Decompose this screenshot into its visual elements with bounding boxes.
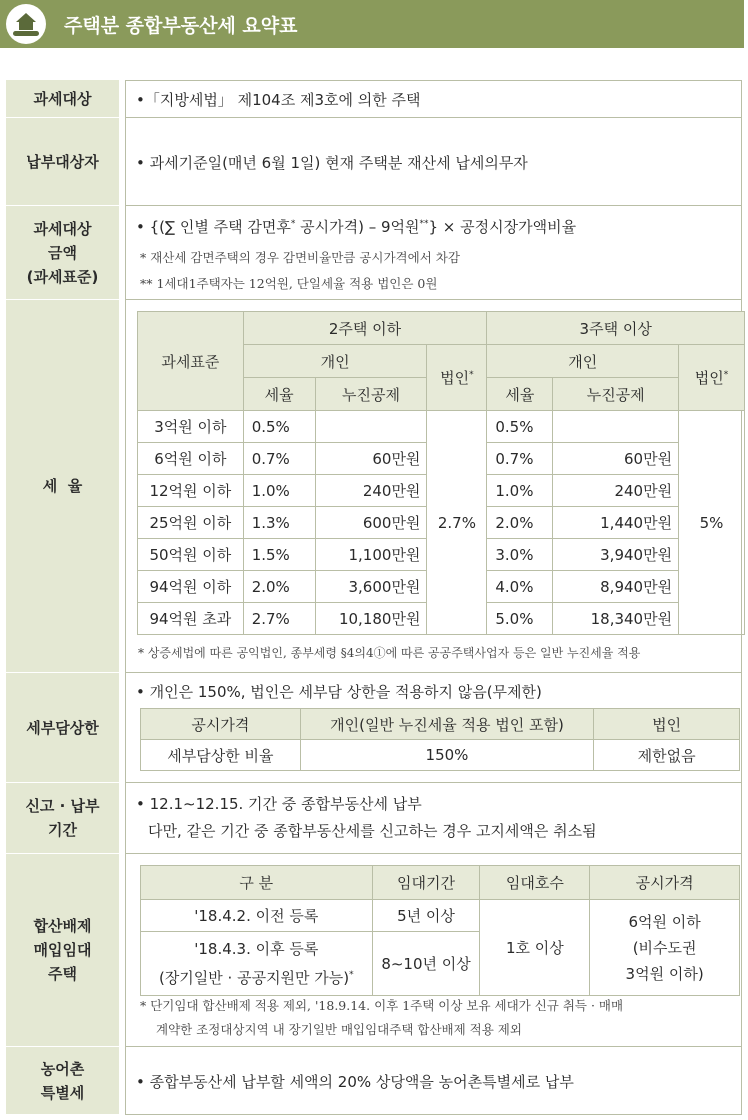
rate-cell: 1.0% [487,475,553,507]
header-rate-1: 세율 [243,378,315,411]
tax-rate-note: * 상증세법에 따른 공익법인, 종부세령 §4의4①에 따른 공공주택사업자 등은 일반 누진세율 적용 [138,646,641,660]
deduction-cell: 240만원 [315,475,427,507]
rate-cell: 0.5% [243,411,315,443]
corporation-rate-1: 2.7% [427,411,487,635]
label-tax-target: 과세대상 [6,80,119,118]
header-deduction-1: 누진공제 [315,378,427,411]
tax-base-note-1: * 재산세 감면주택의 경우 감면비율만큼 공시가격에서 차감 [140,250,460,265]
content-tax-base [125,206,742,300]
rental-header-category: 구 분 [141,866,373,900]
cap-cell-ratio: 세부담상한 비율 [141,740,301,771]
house-in-hand-icon [6,4,46,44]
deduction-cell [315,411,427,443]
rental-note-2: 계약한 조정대상지역 내 장기일반 매입임대주택 합산배제 적용 제외 [156,1022,522,1037]
deduction-cell: 10,180만원 [315,603,427,635]
label-tax-rate: 세 율 [6,300,119,673]
header-deduction-2: 누진공제 [553,378,679,411]
content-tax-rate [125,300,742,673]
rate-cell: 1.3% [243,507,315,539]
burden-cap-text: • 개인은 150%, 법인은 세부담 상한을 적용하지 않음(무제한) [136,683,542,701]
cap-header-price: 공시가격 [141,709,301,740]
rate-cell: 0.7% [243,443,315,475]
rate-cell: 3.0% [487,539,553,571]
base-cell: 25억원 이하 [138,507,244,539]
base-cell: 94억원 이하 [138,571,244,603]
header-rate-2: 세율 [487,378,553,411]
rental-header-period: 임대기간 [372,866,480,900]
rate-cell: 2.0% [487,507,553,539]
cap-header-corporation: 법인 [594,709,740,740]
deduction-cell: 18,340만원 [553,603,679,635]
rate-cell: 0.5% [487,411,553,443]
rate-cell: 5.0% [487,603,553,635]
content-tax-target [125,80,742,118]
row-tax-base [6,206,742,300]
rural-tax-text: • 종합부동산세 납부할 세액의 20% 상당액을 농어촌특별세로 납부 [136,1073,574,1091]
content-rural-tax [125,1047,742,1115]
rental-header-units: 임대호수 [480,866,590,900]
corporation-rate-2: 5% [679,411,745,635]
deduction-cell: 60만원 [553,443,679,475]
row-tax-rate [6,300,742,673]
rental-header-price: 공시가격 [590,866,740,900]
header-corporation-1: 법인* [427,345,487,411]
base-cell: 94억원 초과 [138,603,244,635]
deduction-cell: 3,940만원 [553,539,679,571]
rate-cell: 1.5% [243,539,315,571]
burden-cap-table [140,708,740,771]
content-rental-exclusion [125,854,742,1047]
rental-table [140,865,740,996]
row-payer [6,118,742,206]
content-payer [125,118,742,206]
deduction-cell: 60만원 [315,443,427,475]
tax-target-text: •「지방세법」 제104조 제3호에 의한 주택 [136,91,421,109]
label-rural-tax: 농어촌 특별세 [6,1047,119,1115]
payer-text: • 과세기준일(매년 6월 1일) 현재 주택분 재산세 납세의무자 [136,154,528,172]
deduction-cell: 240만원 [553,475,679,507]
tax-base-formula: • {(∑ 인별 주택 감면후* 공시가격) – 9억원**} × 공정시장가액비율 [136,218,577,236]
row-rural-tax [6,1047,742,1115]
filing-period-text-1: • 12.1∼12.15. 기간 중 종합부동산세 납부 [136,795,422,813]
row-burden-cap [6,673,742,783]
rate-cell: 1.0% [243,475,315,507]
rental-cell-period-2: 8∼10년 이상 [372,932,480,996]
label-payer: 납부대상자 [6,118,119,206]
filing-period-text-2: 다만, 같은 기간 중 종합부동산세를 신고하는 경우 고지세액은 취소됨 [148,822,597,840]
content-filing-period [125,783,742,854]
header-corporation-2: 법인* [679,345,745,411]
deduction-cell: 1,440만원 [553,507,679,539]
label-burden-cap: 세부담상한 [6,673,119,783]
content-burden-cap [125,673,742,783]
row-filing-period [6,783,742,854]
deduction-cell: 8,940만원 [553,571,679,603]
label-rental-exclusion: 합산배제 매입임대 주택 [6,854,119,1047]
base-cell: 6억원 이하 [138,443,244,475]
header-individual-2: 개인 [487,345,679,378]
label-tax-base: 과세대상 금액 (과세표준) [6,206,119,300]
tax-base-note-2: ** 1세대1주택자는 12억원, 단일세율 적용 법인은 0원 [140,276,438,291]
cap-cell-corporation: 제한없음 [594,740,740,771]
rental-cell-after: '18.4.3. 이후 등록 (장기일반 · 공공지원만 가능)* [141,932,373,996]
header-group-3-or-more: 3주택 이상 [487,312,745,345]
deduction-cell: 1,100만원 [315,539,427,571]
title-bar [0,0,744,48]
deduction-cell [553,411,679,443]
rental-note-1: * 단기임대 합산배제 적용 제외, '18.9.14. 이후 1주택 이상 보유 세대가 신규 취득 · 매매 [140,998,624,1013]
rental-cell-before: '18.4.2. 이전 등록 [141,900,373,932]
deduction-cell: 600만원 [315,507,427,539]
base-cell: 50억원 이하 [138,539,244,571]
tax-rate-table [137,311,745,635]
base-cell: 12억원 이하 [138,475,244,507]
table-row [138,411,745,443]
base-cell: 3억원 이하 [138,411,244,443]
header-individual-1: 개인 [243,345,427,378]
rate-cell: 4.0% [487,571,553,603]
rental-cell-period-1: 5년 이상 [372,900,480,932]
row-tax-target [6,80,742,118]
cap-cell-individual: 150% [300,740,594,771]
cap-header-individual: 개인(일반 누진세율 적용 법인 포함) [300,709,594,740]
rental-cell-price: 6억원 이하 (비수도권 3억원 이하) [590,900,740,996]
rate-cell: 0.7% [487,443,553,475]
rate-cell: 2.0% [243,571,315,603]
page-title: 주택분 종합부동산세 요약표 [64,14,298,37]
deduction-cell: 3,600만원 [315,571,427,603]
label-filing-period: 신고 · 납부 기간 [6,783,119,854]
rate-cell: 2.7% [243,603,315,635]
row-rental-exclusion [6,854,742,1047]
header-group-2-or-less: 2주택 이하 [243,312,487,345]
rental-cell-units: 1호 이상 [480,900,590,996]
header-tax-base: 과세표준 [138,312,244,411]
